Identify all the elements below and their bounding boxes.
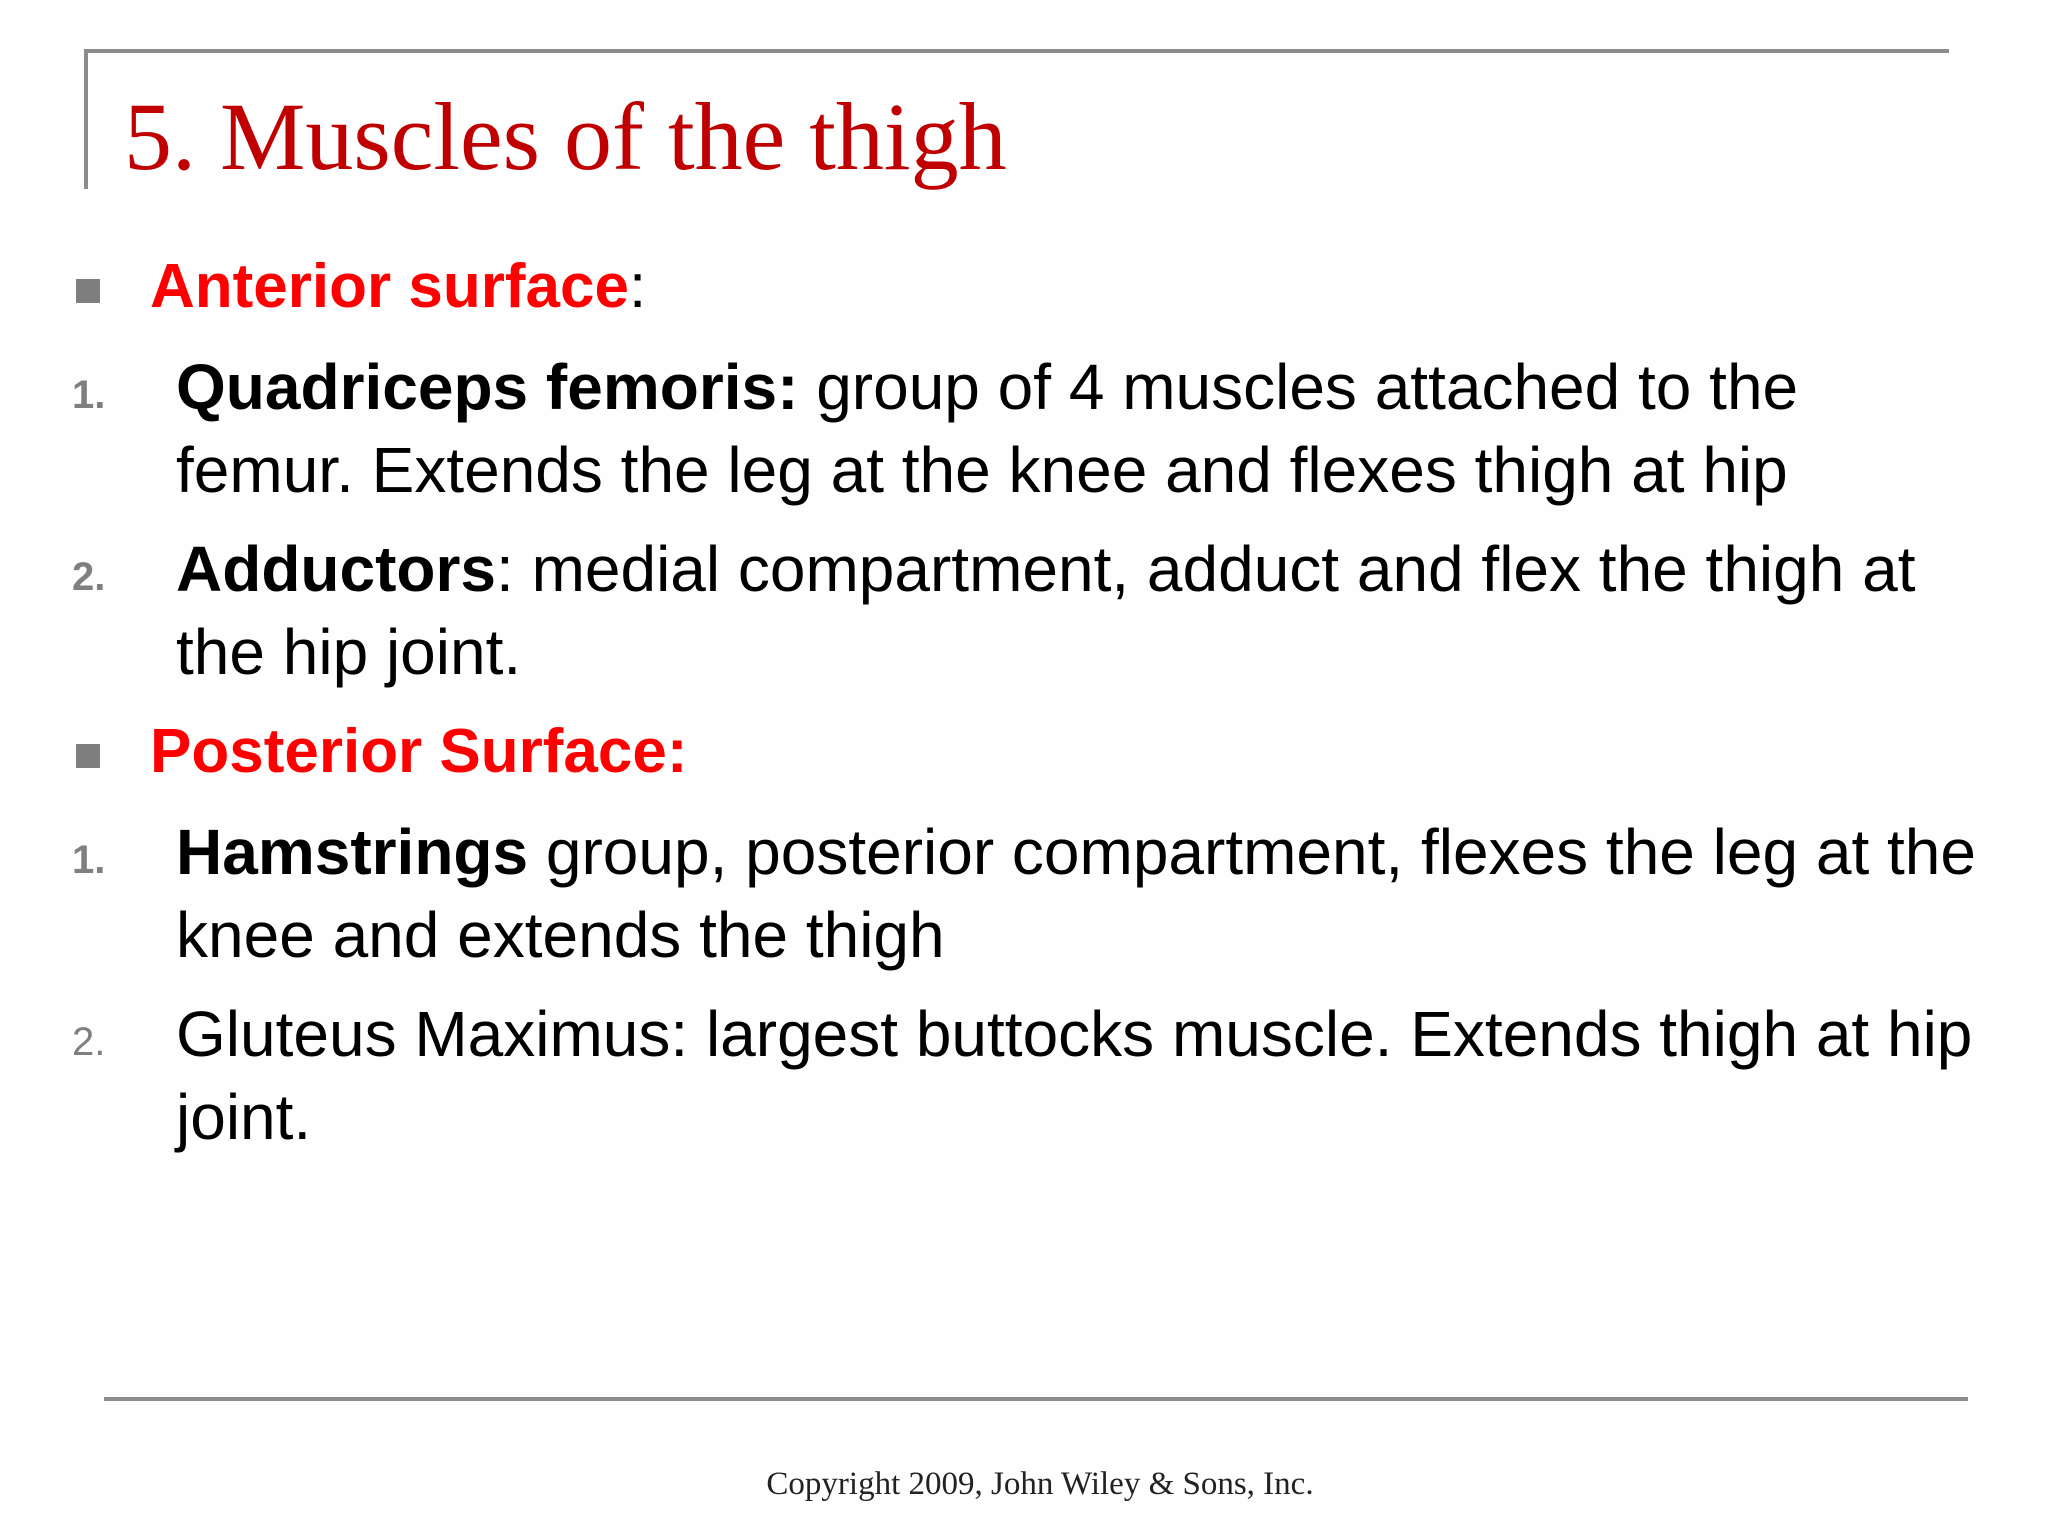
section-heading-posterior: Posterior Surface: — [150, 717, 688, 786]
slide-title: 5. Muscles of the thigh — [124, 83, 1007, 190]
bottom-divider — [104, 1397, 1968, 1401]
heading-colon: : — [628, 252, 647, 321]
list-number: 1. — [72, 373, 106, 417]
item-text: group, posterior compartment, flexes the leg at the knee and extends the thigh — [176, 816, 1976, 971]
item-term: Adductors — [176, 533, 496, 605]
section-heading-text: Anterior surface — [150, 252, 629, 321]
item-term: Hamstrings — [176, 816, 529, 888]
list-item-gluteus-maximus: Gluteus Maximus: largest buttocks muscle. Extends thigh at hip joint. — [176, 998, 1973, 1153]
section-heading-anterior — [150, 250, 646, 324]
top-divider — [85, 49, 1949, 53]
square-bullet-icon — [76, 744, 100, 768]
list-number: 1. — [72, 838, 106, 882]
left-accent-divider — [84, 49, 88, 189]
list-item-hamstrings — [176, 811, 1976, 977]
item-text: : medial compartment, adduct and flex the thigh at the hip joint. — [176, 533, 1916, 688]
square-bullet-icon — [76, 279, 100, 303]
list-item-adductors — [176, 528, 1976, 694]
list-number: 2. — [72, 1020, 106, 1064]
item-text: group of 4 muscles attached to the femur. Extends the leg at the knee and flexes thigh at hip — [176, 351, 1799, 506]
list-item-quadriceps — [176, 346, 1976, 512]
copyright-footer: Copyright 2009, John Wiley & Sons, Inc. — [766, 1466, 1314, 1502]
item-term: Quadriceps femoris: — [176, 351, 799, 423]
list-number: 2. — [72, 555, 106, 599]
